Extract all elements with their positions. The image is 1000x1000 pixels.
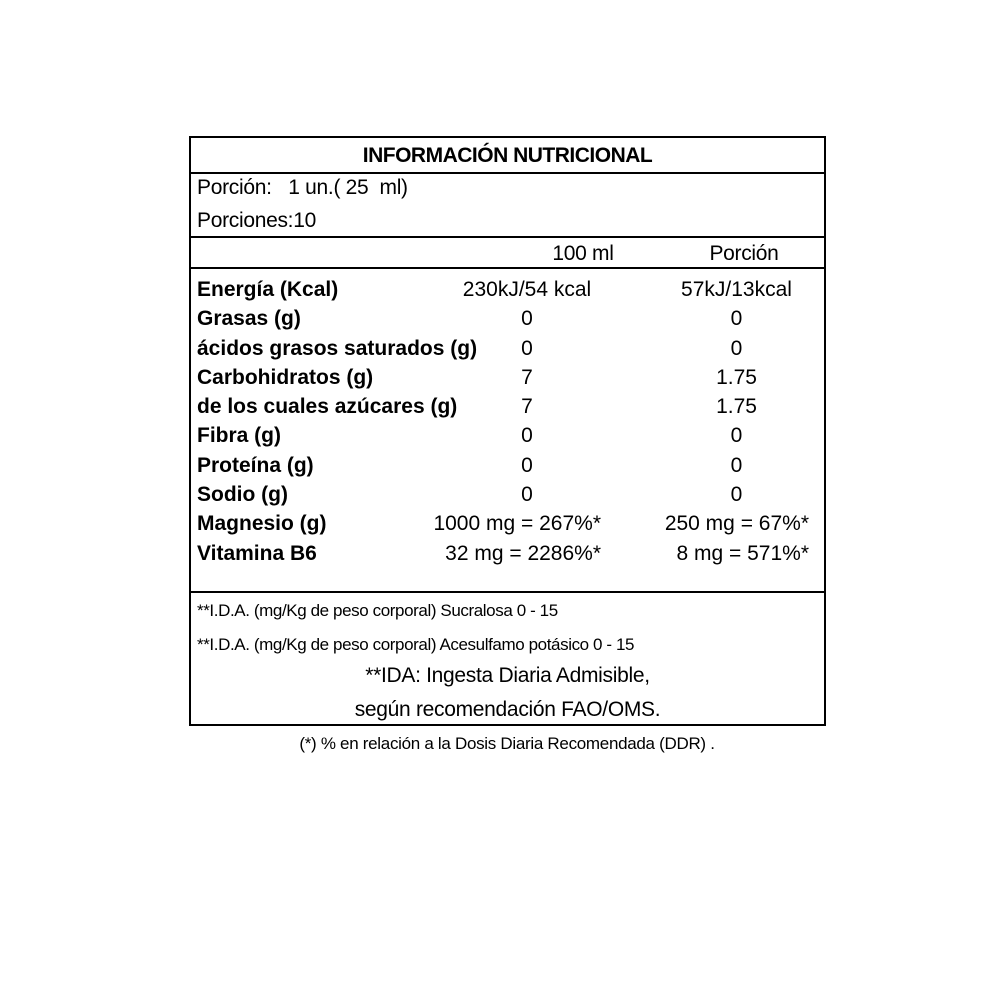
nutrient-name: ácidos grasos saturados (g) (197, 336, 478, 360)
table-row (191, 337, 824, 366)
value-per-100ml: 230kJ/54 kcal (462, 278, 592, 301)
ddr-footnote: (*) % en relación a la Dosis Diaria Recomendada (DDR) . (299, 734, 715, 753)
nutrient-name: Carbohidratos (g) (197, 365, 374, 389)
divider-line (191, 236, 824, 238)
divider-line (191, 267, 824, 269)
ida-note-acesulfame: **I.D.A. (mg/Kg de peso corporal) Acesulfamo potásico 0 - 15 (197, 635, 635, 654)
nutrient-name: Magnesio (g) (197, 512, 327, 536)
nutrient-name: Vitamina B6 (197, 541, 317, 565)
value-per-portion: 0 (730, 336, 743, 360)
value-per-100ml: 7 (521, 395, 533, 419)
nutrient-name: Sodio (g) (197, 483, 288, 507)
value-per-100ml: 0 (521, 424, 533, 448)
value-per-portion: 0 (730, 453, 743, 477)
ida-source: según recomendación FAO/OMS. (354, 698, 661, 721)
value-per-100ml: 0 (521, 307, 533, 331)
value-per-portion: 0 (730, 424, 743, 448)
value-per-100ml: 0 (521, 336, 533, 360)
value-per-100ml: 0 (521, 483, 533, 507)
value-per-100ml: 0 (521, 453, 533, 477)
table-row (191, 542, 824, 571)
nutrition-table (189, 136, 826, 726)
value-per-portion: 1.75 (716, 365, 757, 389)
table-row (191, 512, 824, 541)
table-row (191, 307, 824, 336)
value-per-portion: 250 mg = 67%* (664, 512, 809, 536)
value-per-portion: 1.75 (716, 395, 757, 419)
nutrient-name: Proteína (g) (197, 453, 314, 477)
table-row (191, 366, 824, 395)
table-row (191, 278, 824, 307)
table-row (191, 483, 824, 512)
nutrient-rows (191, 278, 824, 571)
ida-definition: **IDA: Ingesta Diaria Admisible, (365, 664, 650, 687)
value-per-portion: 0 (730, 307, 743, 331)
table-row (191, 454, 824, 483)
nutrient-name: de los cuales azúcares (g) (197, 395, 458, 419)
value-per-100ml: 32 mg = 2286%* (445, 541, 601, 565)
nutrient-name: Fibra (g) (197, 424, 281, 448)
value-per-portion: 57kJ/13kcal (681, 278, 792, 301)
table-row (191, 395, 824, 424)
value-per-portion: 0 (730, 483, 743, 507)
servings-count: Porciones:10 (197, 209, 316, 232)
table-row (191, 424, 824, 453)
value-per-portion: 8 mg = 571%* (676, 541, 809, 565)
ida-note-sucralose: **I.D.A. (mg/Kg de peso corporal) Sucralosa 0 - 15 (197, 601, 558, 620)
nutrient-name: Grasas (g) (197, 307, 301, 331)
portion-size: Porción: 1 un.( 25 ml) (197, 176, 408, 199)
divider-line (191, 591, 824, 593)
column-header-portion: Porción (709, 242, 779, 265)
column-header-100ml: 100 ml (552, 242, 614, 265)
table-title: INFORMACIÓN NUTRICIONAL (191, 138, 824, 174)
nutrient-name: Energía (Kcal) (197, 278, 339, 301)
value-per-100ml: 7 (521, 365, 533, 389)
value-per-100ml: 1000 mg = 267%* (433, 512, 601, 536)
